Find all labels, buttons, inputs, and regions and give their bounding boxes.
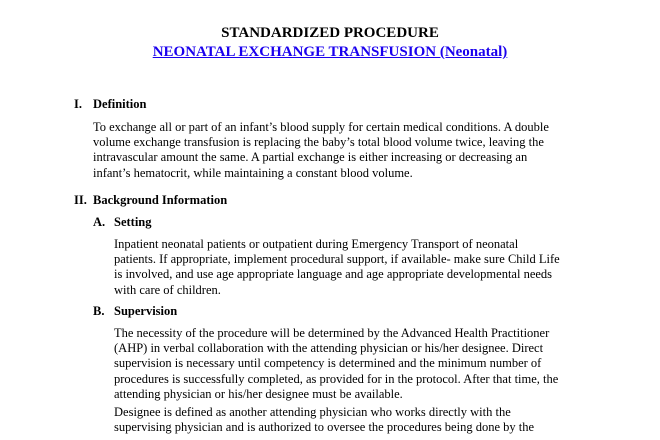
designee-paragraph <box>114 405 534 435</box>
subsection-number-supervision: B. <box>93 304 105 318</box>
paragraph-line: (AHP) in verbal collaboration with the attending physician or his/her designee. Direct <box>114 341 544 356</box>
paragraph-line: volume exchange transfusion is replacing the baby’s total blood volume twice, leaving the <box>93 135 544 150</box>
definition-paragraph <box>93 120 549 181</box>
paragraph-line: procedures is successfully completed, as provided for in the protocol. After that time, the <box>114 371 559 386</box>
section-title-definition: Definition <box>93 97 147 111</box>
section-number-background: II. <box>74 193 87 207</box>
paragraph-line: supervision is necessary until competency is determined and the minimum number of <box>114 356 542 371</box>
paragraph-line: The necessity of the procedure will be determined by the Advanced Health Practitioner <box>114 326 550 340</box>
paragraph-line: Designee is defined as another attending physician who works directly with the <box>114 405 511 419</box>
section-title-background: Background Information <box>93 193 228 207</box>
paragraph-line: attending physician or his/her designee must be available. <box>114 386 403 401</box>
paragraph-line: infant’s hematocrit, while maintaining a constant blood volume. <box>93 165 413 180</box>
paragraph-line: Inpatient neonatal patients or outpatient during Emergency Transport of neonatal <box>114 237 519 251</box>
paragraph-line: intravascular amount the same. A partial exchange is either increasing or decreasing an <box>93 150 528 165</box>
setting-paragraph <box>114 237 560 298</box>
paragraph-line: is involved, and use age appropriate language and age appropriate developmental needs <box>114 267 553 282</box>
supervision-paragraph <box>114 326 558 402</box>
procedure-title-link[interactable]: NEONATAL EXCHANGE TRANSFUSION (Neonatal) <box>152 44 508 60</box>
subsection-title-setting: Setting <box>114 215 152 229</box>
paragraph-line: patients. If appropriate, implement procedural support, if available- make sure Child Life <box>114 252 560 267</box>
subsection-title-supervision: Supervision <box>114 304 178 318</box>
paragraph-line: with care of children. <box>114 282 221 297</box>
paragraph-line: supervising physician and is authorized to oversee the procedures being done by the <box>114 420 535 435</box>
paragraph-line: To exchange all or part of an infant’s blood supply for certain medical conditions. A double <box>93 120 549 134</box>
subsection-number-setting: A. <box>93 215 106 229</box>
document-title: STANDARDIZED PROCEDURE <box>221 25 439 41</box>
section-number-definition: I. <box>74 97 82 111</box>
